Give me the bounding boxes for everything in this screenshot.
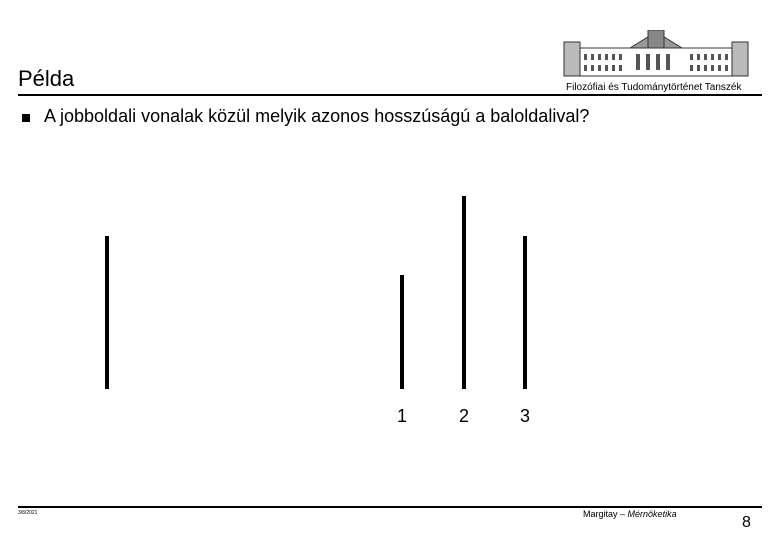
footer-credit (583, 509, 677, 519)
line-label-1: 1 (396, 406, 407, 426)
footer-date: 3/8/2021 (18, 510, 38, 516)
comparison-line-3 (523, 236, 527, 389)
comparison-line-2 (462, 196, 466, 389)
logo-caption: Filozófiai és Tudománytörténet Tanszék (566, 82, 742, 93)
page-number: 8 (742, 514, 751, 531)
bullet-item (22, 106, 589, 127)
title-rule (18, 94, 762, 96)
footer-author: Margitay – (583, 509, 626, 519)
comparison-line-1 (400, 275, 404, 389)
footer-rule (18, 506, 762, 508)
bullet-square-icon (22, 114, 30, 122)
line-label-2: 2 (458, 406, 469, 426)
slide-title: Példa (18, 66, 75, 91)
line-label-3: 3 (519, 406, 530, 426)
reference-line (105, 236, 109, 389)
bullet-text: A jobboldali vonalak közül melyik azonos hosszúságú a baloldalival? (44, 106, 590, 126)
footer-subject: Mérnöketika (627, 509, 677, 519)
